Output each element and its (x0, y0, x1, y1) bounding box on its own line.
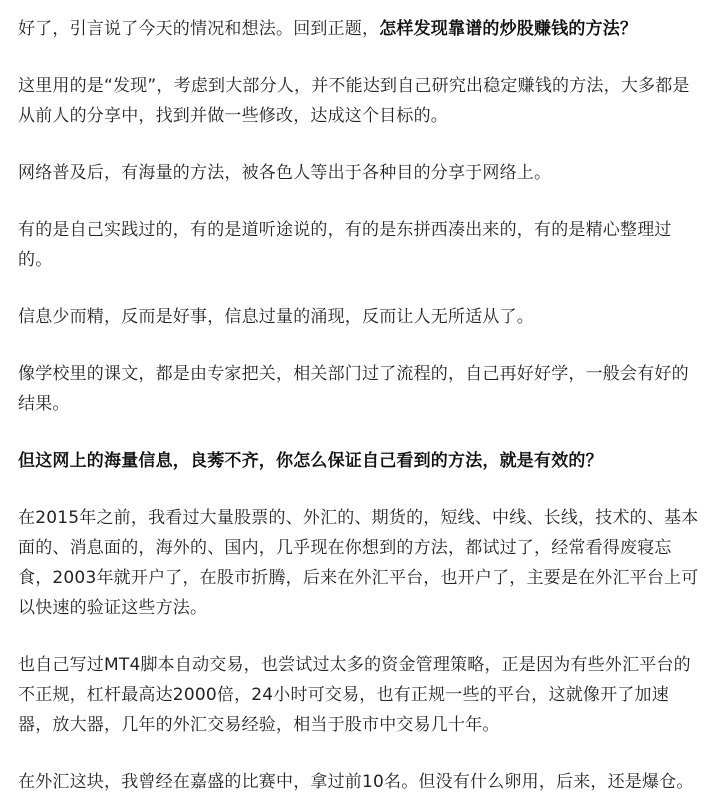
paragraph-bold-question: 但这网上的海量信息，良莠不齐，你怎么保证自己看到的方法，就是有效的？ (18, 451, 603, 471)
paragraph-intro (18, 14, 699, 44)
paragraph-school-texts: 像学校里的课文，都是由专家把关，相关部门过了流程的，自己再好好学，一般会有好的结果。 (18, 364, 689, 414)
paragraph-intro-text: 好了，引言说了今天的情况和想法。回到正题， (18, 19, 380, 39)
paragraph-discover: 这里用的是“发现”，考虑到大部分人，并不能达到自己研究出稳定赚钱的方法，大多都是从前人的分享中，找到并做一些修改，达成这个目标的。 (18, 76, 690, 126)
paragraph-experience-before-2015: 在2015年之前，我看过大量股票的、外汇的、期货的，短线、中线、长线，技术的、基本面的、消息面的，海外的、国内，几乎现在你想到的方法，都试过了，经常看得废寝忘食，2003年就开户了，在股市折腾，后来在外汇平台，也开户了，主要是在外汇平台上可以快速的验证这些方法。 (18, 508, 699, 618)
paragraph-intro-bold-question: 怎样发现靠谱的炒股赚钱的方法？ (379, 19, 638, 39)
paragraph-forex-contest: 在外汇这块，我曾经在嘉盛的比赛中，拿过前10名。但没有什么卵用，后来，还是爆仓。 (18, 772, 694, 792)
paragraph-internet-methods: 网络普及后，有海量的方法，被各色人等出于各种目的分享于网络上。 (18, 163, 552, 183)
paragraph-mt4-trading: 也自己写过MT4脚本自动交易，也尝试过太多的资金管理策略，正是因为有些外汇平台的不正规，杠杆最高达2000倍，24小时可交易，也有正规一些的平台，这就像开了加速器，放大器，几年的外汇交易经验，相当于股市中交易几十年。 (18, 655, 691, 735)
paragraph-information-overload: 信息少而精，反而是好事，信息过量的涌现，反而让人无所适从了。 (18, 307, 534, 327)
paragraph-method-sources: 有的是自己实践过的，有的是道听途说的，有的是东拼西凑出来的，有的是精心整理过的。 (18, 220, 672, 270)
